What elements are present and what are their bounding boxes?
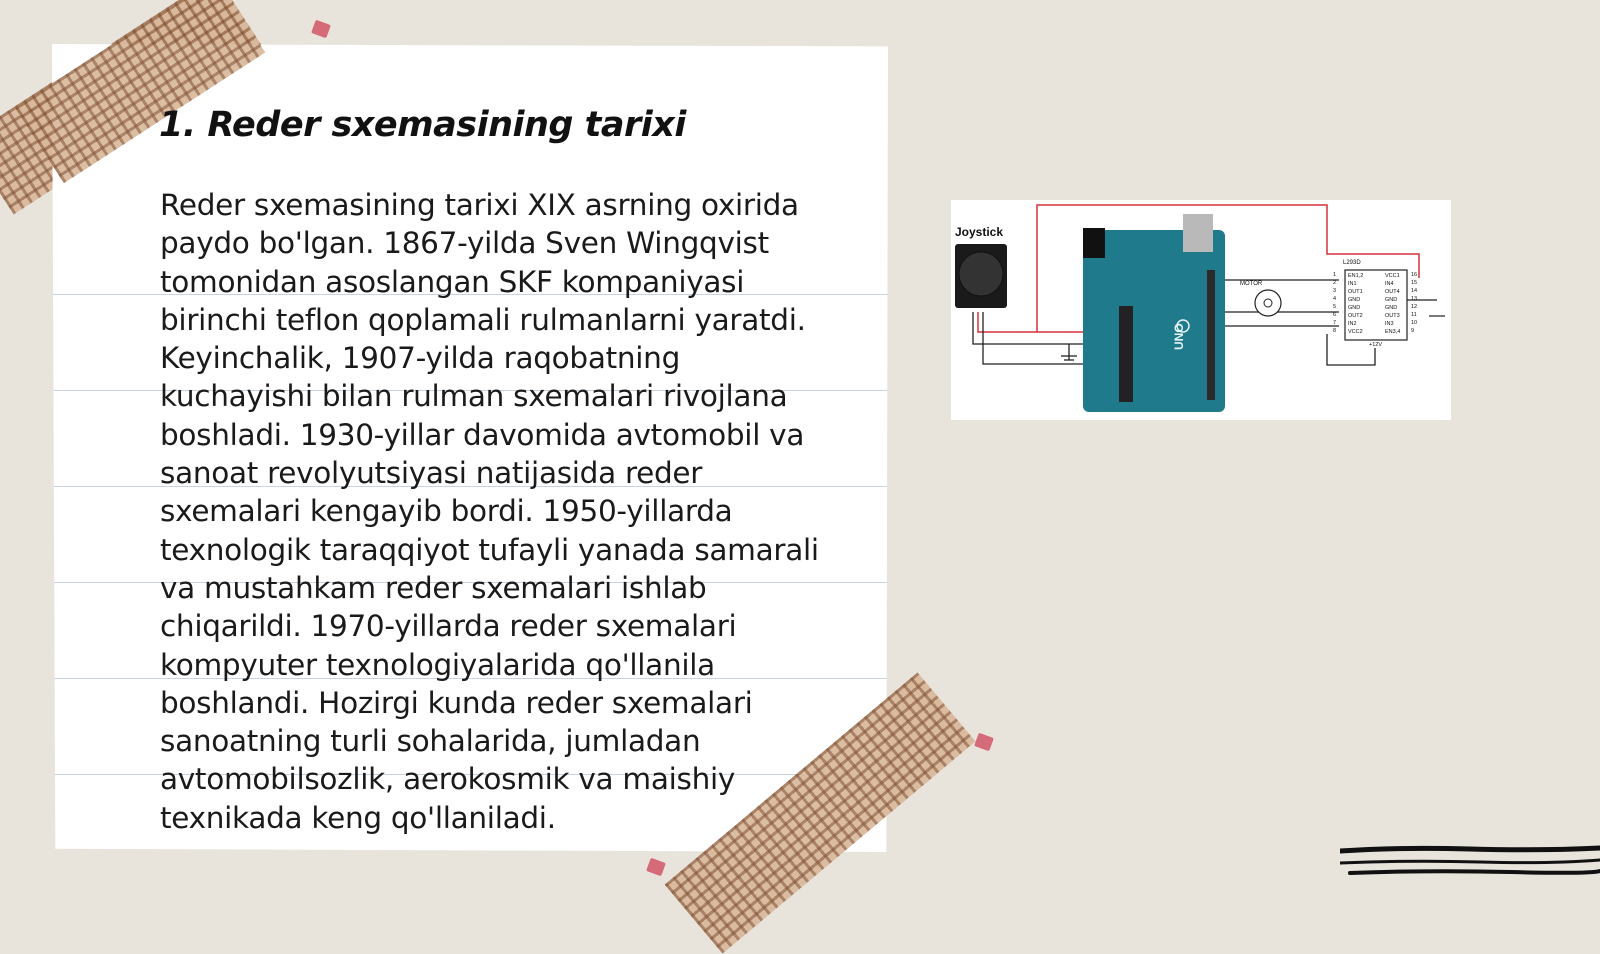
pin-number: 9 [1411, 328, 1415, 334]
pin-number: 6 [1333, 312, 1337, 318]
usb-port [1183, 214, 1213, 252]
pin-number: 5 [1333, 304, 1337, 310]
pin-number: 3 [1333, 288, 1337, 294]
body-line: boshlandi. Hozirgi kunda reder sxemalari [160, 685, 753, 720]
pin-label: OUT1 [1348, 289, 1363, 295]
pin-number: 12 [1411, 304, 1418, 310]
motor-label: MOTOR [1240, 281, 1263, 287]
body-line: tomonidan asoslangan SKF kompaniyasi [160, 264, 745, 299]
pin-number: 11 [1411, 312, 1417, 318]
body-line: boshladi. 1930-yillar davomida avtomobil va [160, 417, 805, 452]
pin-number: 15 [1411, 280, 1418, 286]
pin-number: 10 [1411, 320, 1418, 326]
pin-label: OUT3 [1385, 313, 1400, 319]
tape-pin-top [311, 20, 331, 39]
body-line: chiqarildi. 1970-yillarda reder sxemalari [160, 609, 737, 644]
body-line: va mustahkam reder sxemalari ishlab [160, 570, 707, 605]
red-wire [978, 312, 1099, 332]
body-paragraph [160, 186, 860, 837]
pin-label: IN4 [1385, 281, 1394, 287]
pin-label: GND [1348, 297, 1361, 303]
pin-label: OUT4 [1385, 289, 1400, 295]
pin-number: 1 [1333, 272, 1337, 278]
pin-label: VCC1 [1385, 273, 1400, 279]
tape-pin-left [646, 858, 666, 877]
pin-label: GND [1348, 305, 1361, 311]
brush-stroke [1340, 860, 1600, 863]
pin-number: 13 [1411, 296, 1418, 302]
body-line: texnikada keng qo'llaniladi. [160, 800, 556, 835]
pin-number: 14 [1411, 288, 1418, 294]
driver-label: L293D [1343, 260, 1361, 266]
brush-stroke [1350, 871, 1600, 873]
body-line: kuchayishi bilan rulman sxemalari rivojlana [160, 379, 788, 414]
circuit-diagram-svg [951, 200, 1451, 420]
body-line: texnologik taraqqiyot tufayli yanada samarali [160, 532, 819, 567]
pin-number: 16 [1411, 272, 1418, 278]
body-line: birinchi teflon qoplamali rulmanlarni yaratdi. [160, 302, 806, 337]
body-line: paydo bo'lgan. 1867-yilda Sven Wingqvist [160, 226, 769, 261]
body-line: sanoatning turli sohalarida, jumladan [160, 724, 701, 759]
pin-number: 7 [1333, 320, 1337, 326]
body-line: sanoat revolyutsiyasi natijasida reder [160, 456, 703, 491]
black-wire [973, 312, 1091, 344]
body-line: Keyinchalik, 1907-yilda raqobatning [160, 341, 680, 376]
pin-number: 4 [1333, 296, 1337, 302]
pin-label: IN1 [1348, 281, 1357, 287]
header-pins [1207, 270, 1215, 400]
joystick-label: Joystick [955, 225, 1004, 239]
pin-label: VCC2 [1348, 329, 1363, 335]
pin-label: EN3,4 [1385, 329, 1401, 335]
pin-number: 2 [1333, 280, 1337, 286]
supply-label: +12V [1369, 342, 1382, 348]
joystick-knob [959, 252, 1003, 296]
brush-stroke [1340, 848, 1600, 851]
power-jack [1083, 228, 1105, 258]
pin-number: 8 [1333, 328, 1337, 334]
body-line: avtomobilsozlik, aerokosmik va maishiy [160, 762, 736, 797]
body-line: kompyuter texnologiyalarida qo'llanila [160, 647, 715, 682]
tape-pin-right [974, 733, 994, 752]
board-label: UNO [1172, 323, 1186, 350]
pin-label: IN2 [1348, 321, 1357, 327]
pin-label: EN1,2 [1348, 273, 1364, 279]
motor-icon [1255, 290, 1281, 316]
brush-strokes [1340, 845, 1600, 885]
body-line: Reder sxemasining tarixi XIX asrning oxirida [160, 188, 799, 222]
pin-label: OUT2 [1348, 313, 1363, 319]
body-line: sxemalari kengayib bordi. 1950-yillarda [160, 494, 733, 529]
pin-label: IN3 [1385, 321, 1394, 327]
slide-title: 1. Reder sxemasining tarixi [159, 105, 686, 145]
circuit-diagram [951, 200, 1451, 420]
pin-label: GND [1385, 305, 1398, 311]
pin-label: GND [1385, 297, 1398, 303]
chip [1119, 306, 1133, 402]
